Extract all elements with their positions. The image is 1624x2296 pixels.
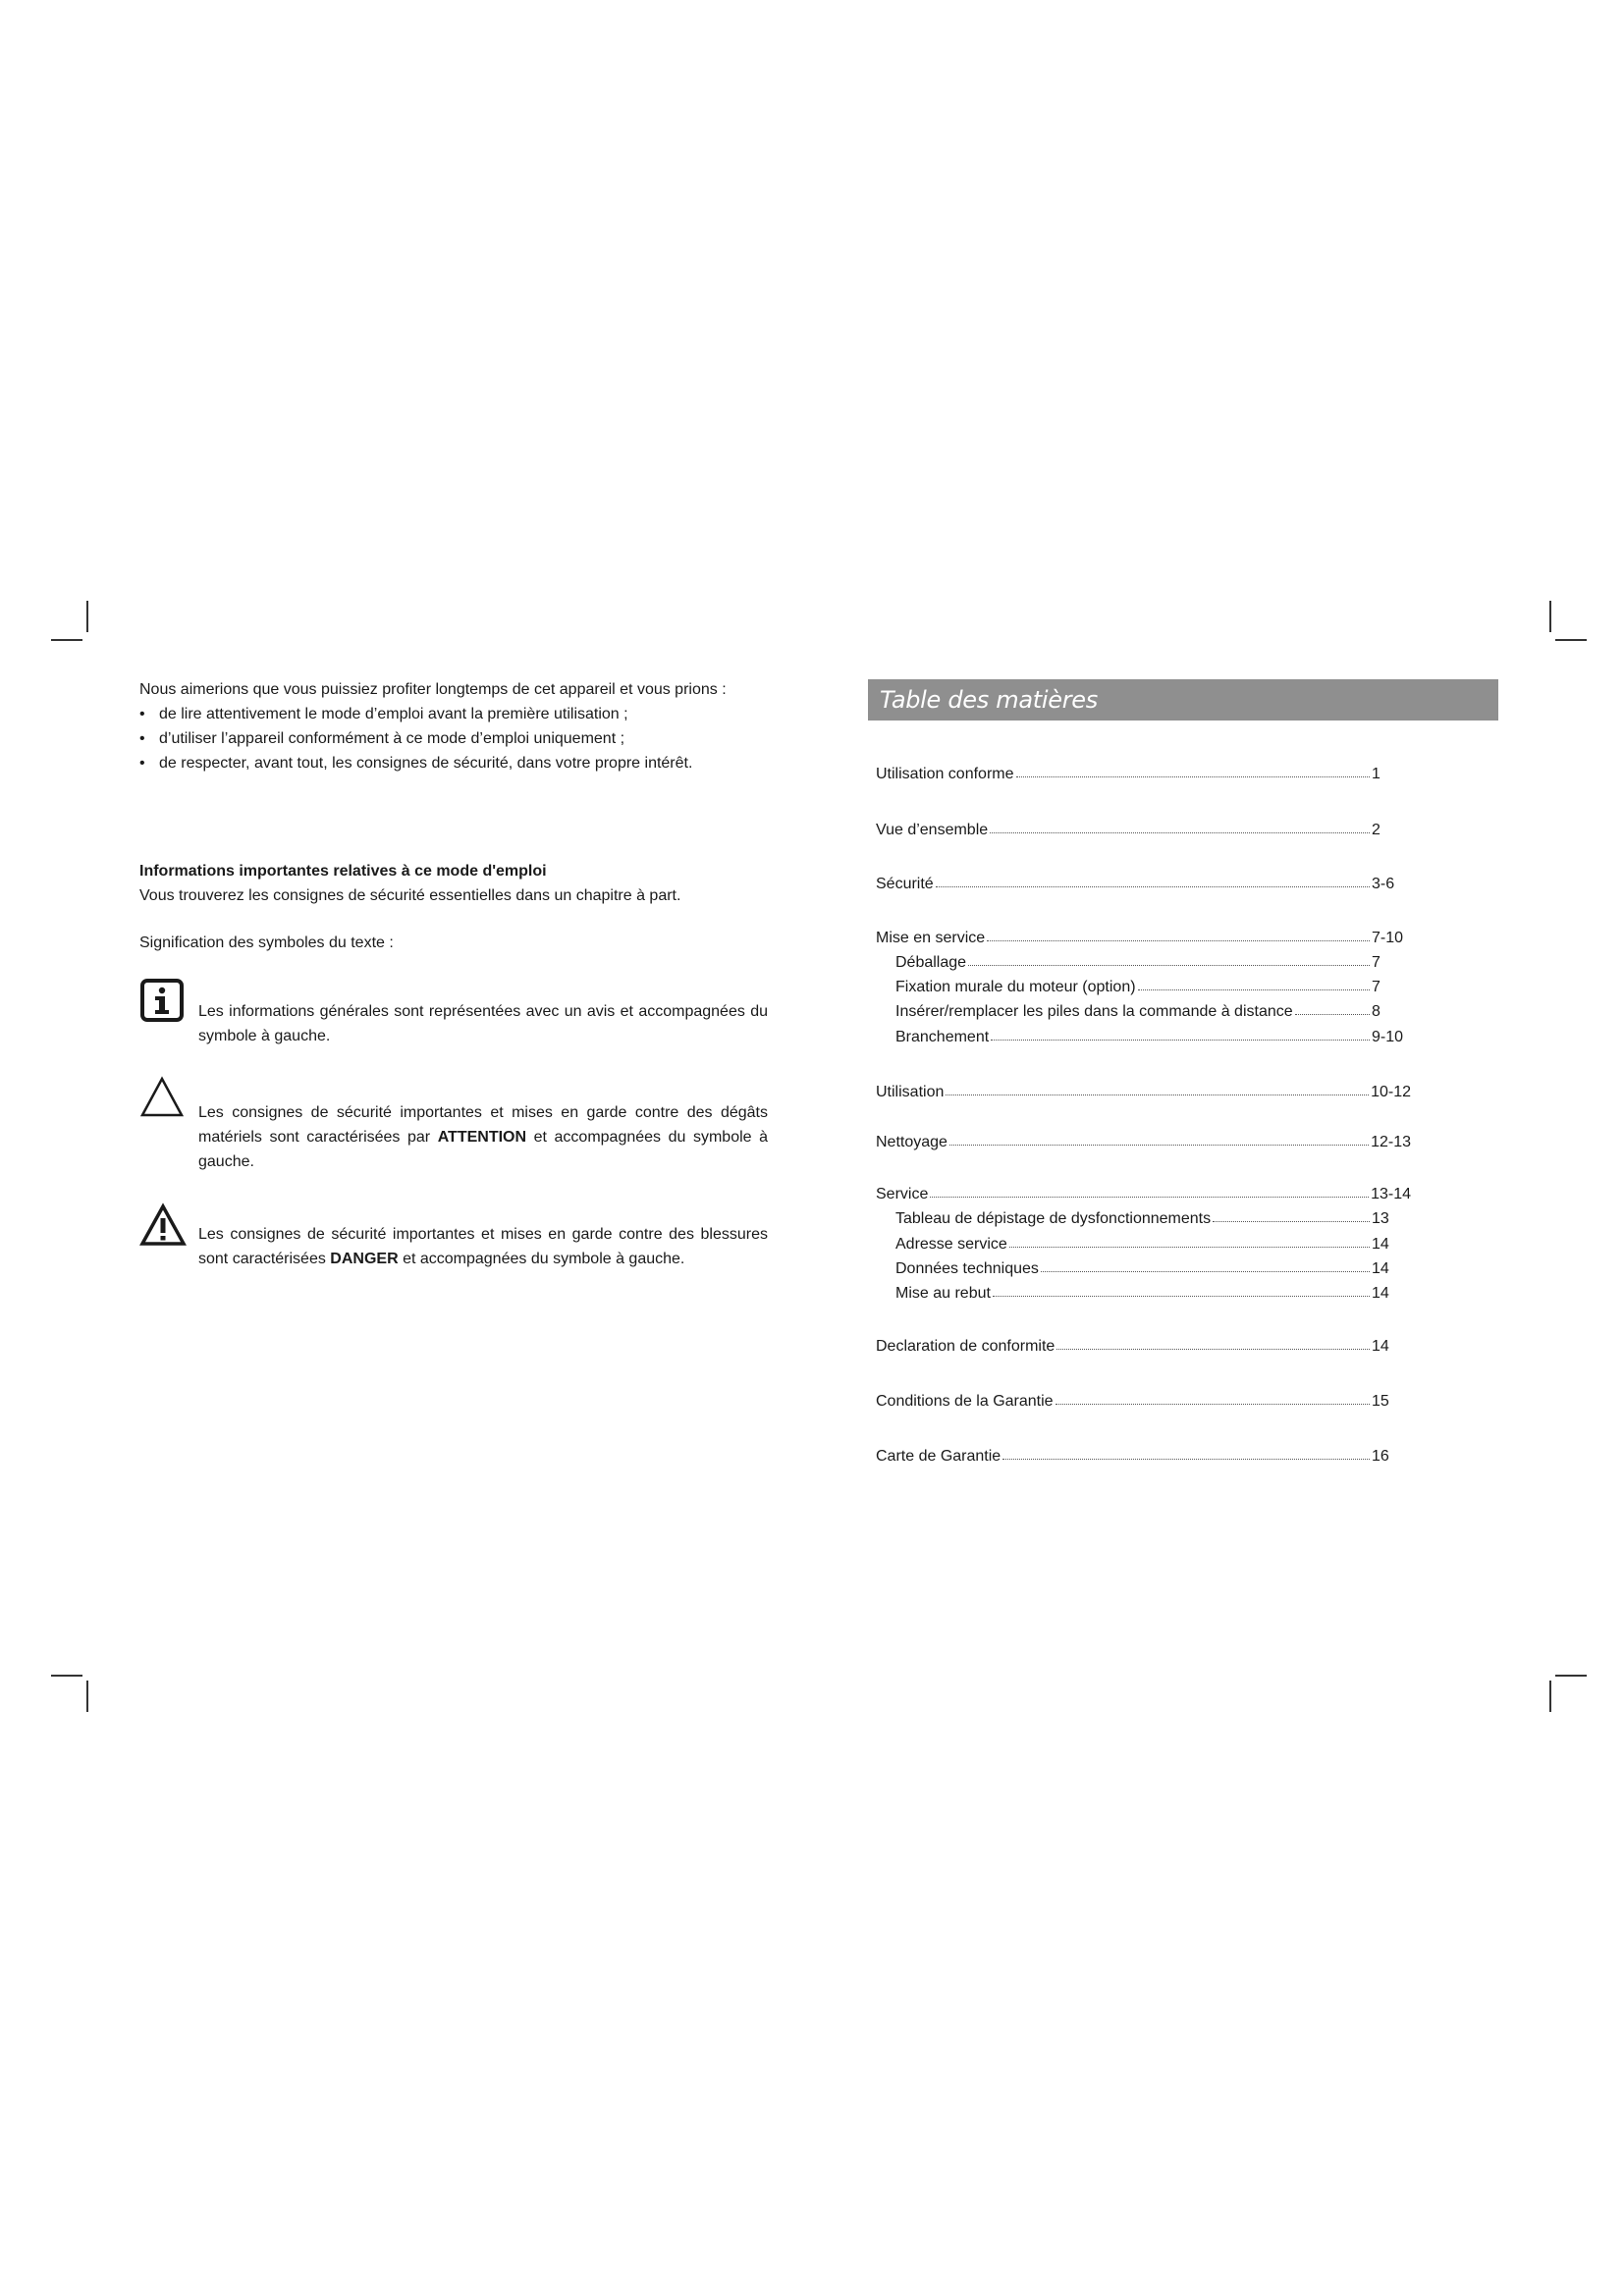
toc-subentry: Fixation murale du moteur (option) 7	[895, 979, 1380, 995]
symbol-attention-row	[139, 1075, 787, 1173]
list-item: • de lire attentivement le mode d’emploi avant la première utilisation ;	[139, 702, 787, 726]
toc-entry: Carte de Garantie 16	[876, 1448, 1389, 1465]
crop-mark	[1555, 639, 1587, 641]
symbol-danger-row	[139, 1202, 787, 1281]
list-item: • d’utiliser l’appareil conformément à ce mode d’emploi uniquement ;	[139, 726, 787, 751]
toc-entry: Conditions de la Garantie 15	[876, 1393, 1389, 1410]
toc-subentry: Adresse service 14	[895, 1236, 1389, 1253]
toc-entry: Vue d’ensemble 2	[876, 822, 1380, 838]
list-item: • de respecter, avant tout, les consignes de sécurité, dans votre propre intérêt.	[139, 751, 787, 775]
crop-mark	[86, 1681, 88, 1712]
toc-entry: Nettoyage 12-13	[876, 1134, 1411, 1150]
toc-entry: Declaration de conformite 14	[876, 1338, 1389, 1355]
toc-subentry: Données techniques 14	[895, 1260, 1389, 1277]
symbol-danger-text: Les consignes de sécurité importantes et mises en garde contre des blessures sont caractérisées DANGER et accompagnées du symbole à gauche.	[198, 1226, 768, 1267]
bullet-icon: •	[139, 755, 145, 772]
toc-subentry: Insérer/remplacer les piles dans la commande à distance 8	[895, 1003, 1380, 1020]
left-page	[139, 677, 787, 1267]
info-icon	[139, 978, 185, 1023]
toc-subentry: Tableau de dépistage de dysfonctionnements 13	[895, 1210, 1389, 1227]
toc-subentry: Mise au rebut 14	[895, 1285, 1389, 1302]
toc-subentry: Déballage 7	[895, 954, 1380, 971]
crop-mark	[1555, 1675, 1587, 1677]
section-text: Vous trouverez les consignes de sécurité essentielles dans un chapitre à part.	[139, 887, 681, 904]
toc-subentry: Branchement 9-10	[895, 1029, 1404, 1045]
symbol-info-row	[139, 978, 787, 1046]
instruction-list	[139, 702, 787, 775]
danger-exclamation-icon	[139, 1202, 187, 1248]
crop-mark	[1549, 601, 1551, 632]
intro-text: Nous aimerions que vous puissiez profiter longtemps de cet appareil et vous prions :	[139, 681, 727, 698]
crop-mark	[51, 1675, 82, 1677]
toc-entry: Mise en service 7-10	[876, 930, 1404, 946]
toc-entry: Utilisation conforme 1	[876, 766, 1380, 782]
bullet-icon: •	[139, 730, 145, 747]
toc-entry: Utilisation 10-12	[876, 1084, 1411, 1100]
section-heading: Informations importantes relatives à ce mode d'emploi	[139, 863, 547, 880]
symbols-intro: Signification des symboles du texte :	[139, 934, 394, 951]
crop-mark	[1549, 1681, 1551, 1712]
bullet-icon: •	[139, 706, 145, 722]
warning-triangle-icon	[139, 1075, 185, 1118]
toc-entry: Sécurité 3-6	[876, 876, 1395, 892]
symbol-attention-text: Les consignes de sécurité importantes et mises en garde contre des dégâts matériels sont caractérisées par ATTENTION et accompagnées du symbole à gauche.	[198, 1104, 769, 1170]
toc-title: Table des matières	[868, 679, 1498, 721]
toc-entry: Service 13-14	[876, 1186, 1411, 1202]
info-section	[139, 859, 787, 908]
symbol-info-text: Les informations générales sont représentées avec un avis et accompagnées du symbole à gauche.	[198, 1003, 768, 1044]
crop-mark	[86, 601, 88, 632]
crop-mark	[51, 639, 82, 641]
attention-label: ATTENTION	[437, 1129, 527, 1146]
danger-label: DANGER	[330, 1251, 399, 1267]
